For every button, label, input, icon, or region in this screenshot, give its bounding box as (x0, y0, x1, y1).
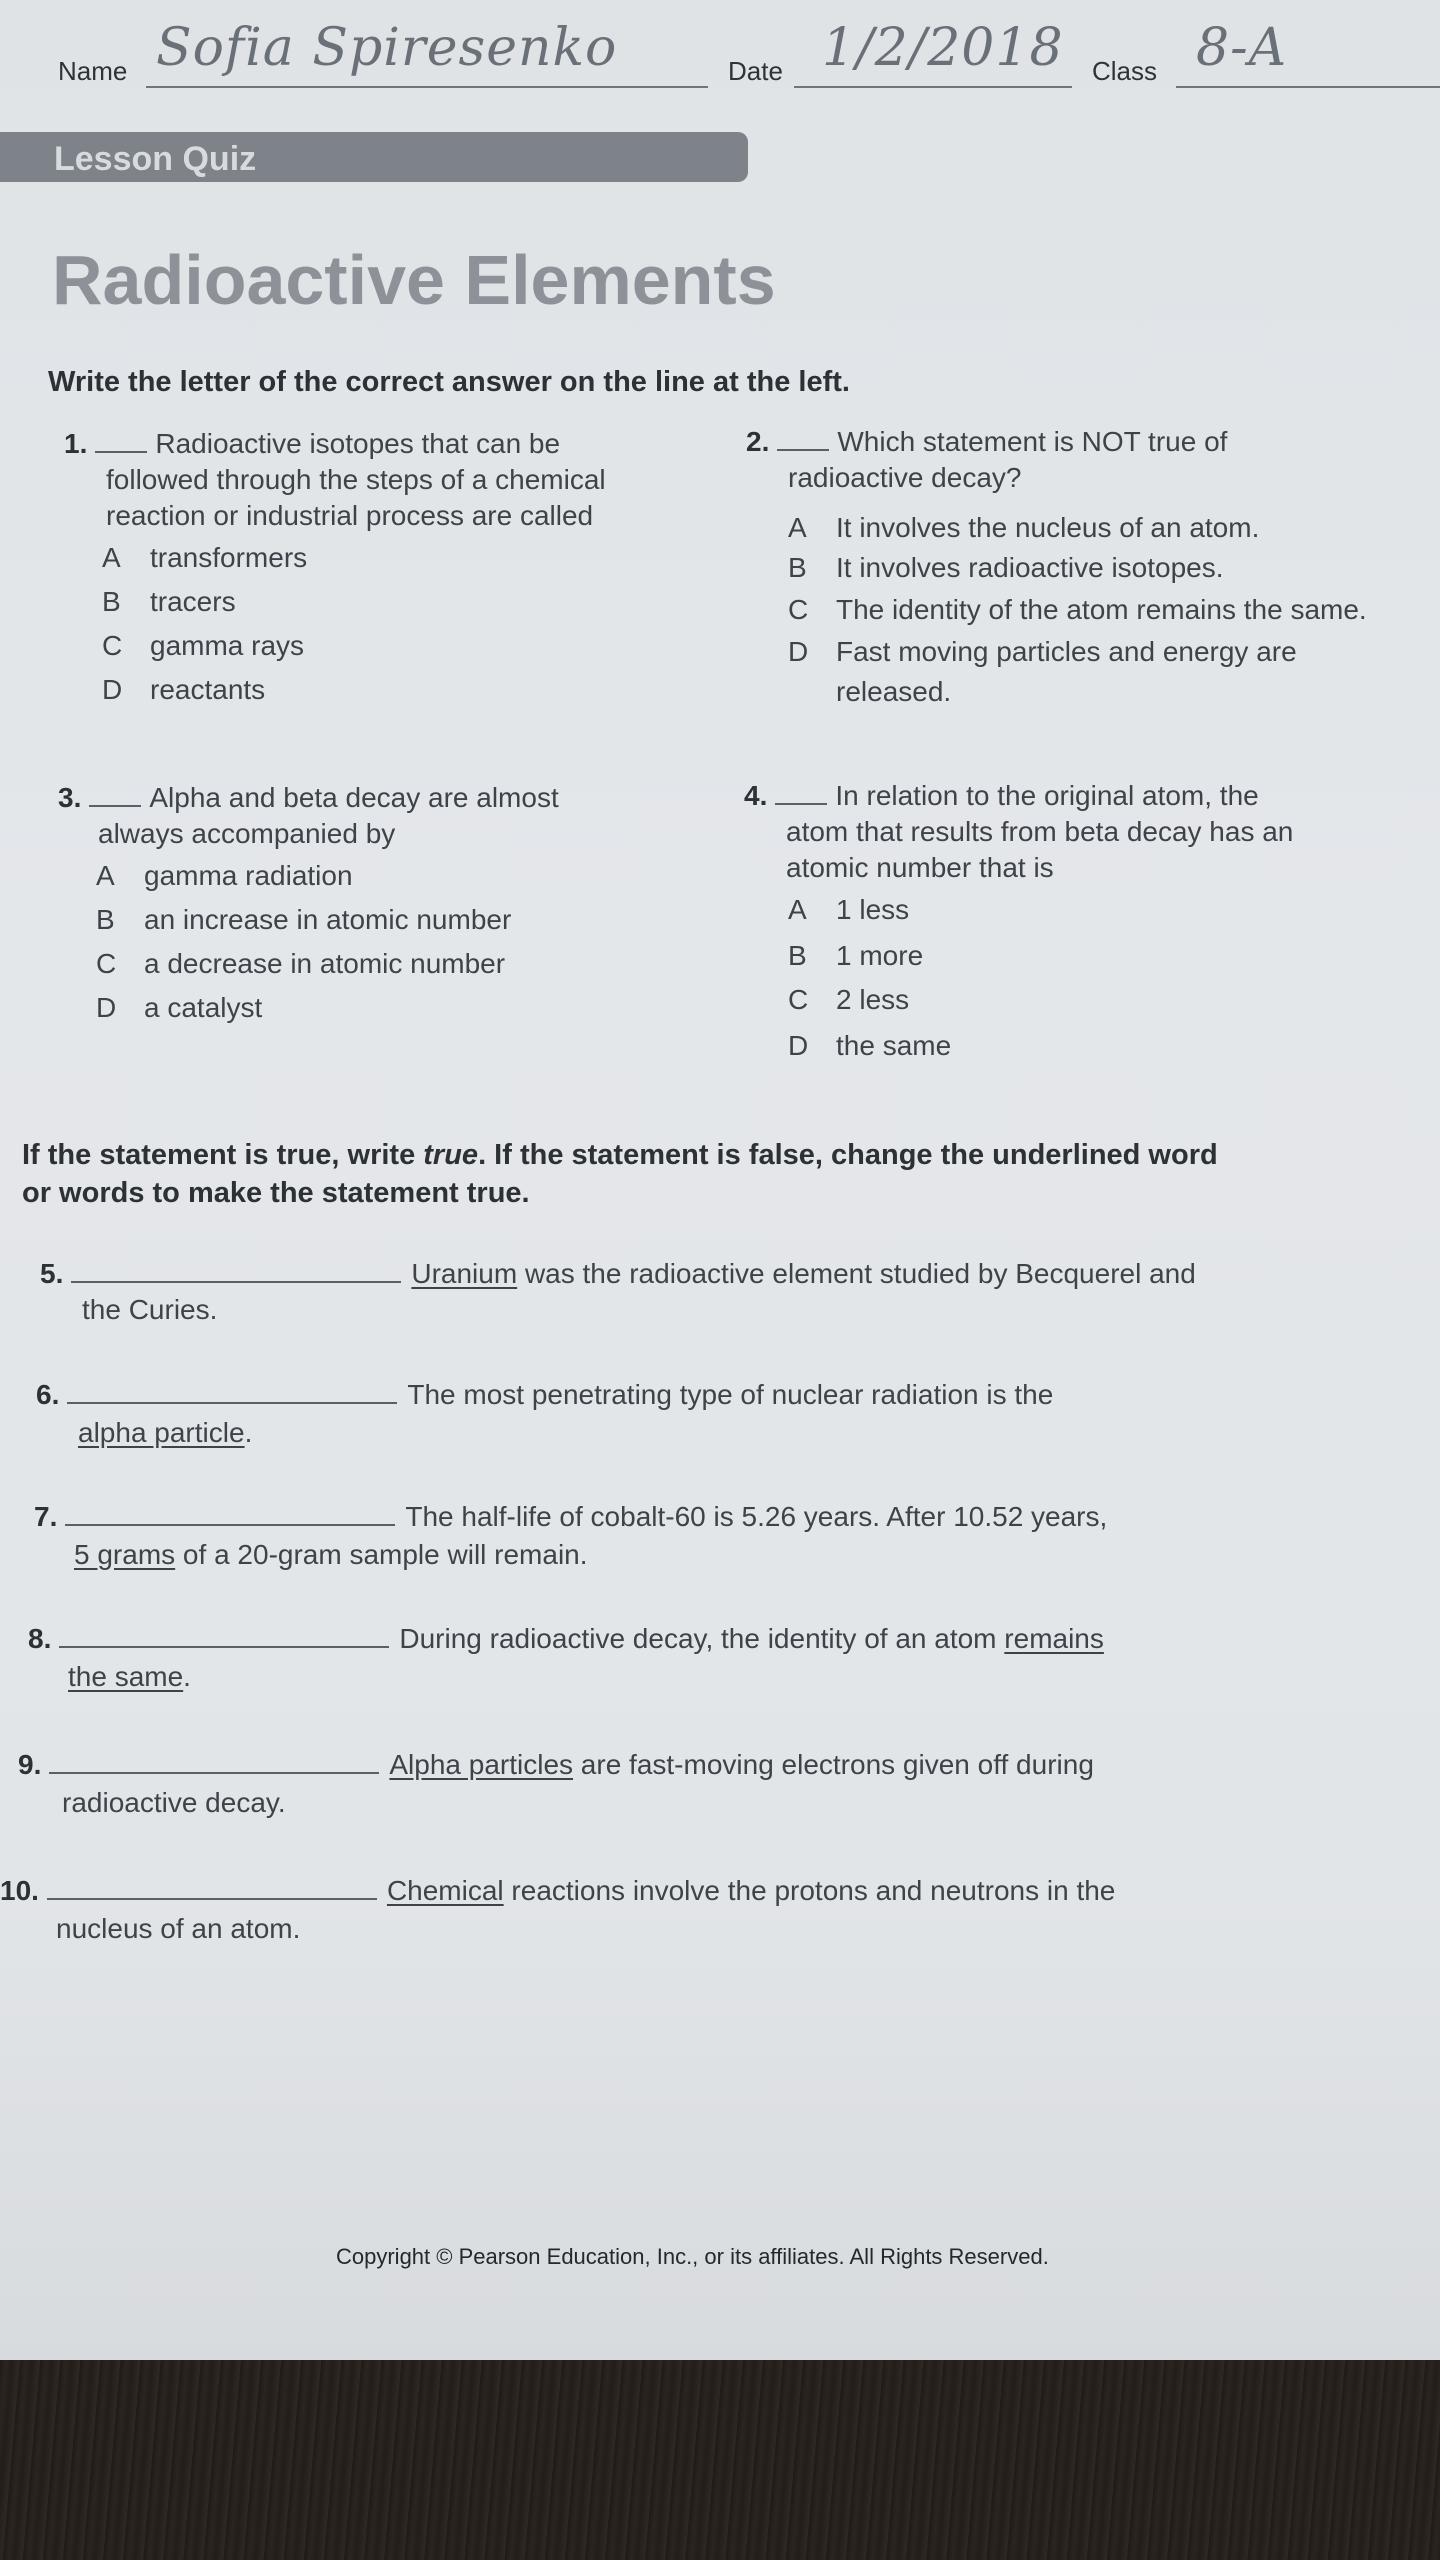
banner-label: Lesson Quiz (54, 140, 257, 178)
option-b: B 1 more (788, 940, 924, 971)
statement-7: 7. The half-life of cobalt-60 is 5.26 years. After 10.52 years, 5 grams of a 20-gram sample will remain. (34, 1501, 1108, 1570)
page-title: Radioactive Elements (52, 241, 776, 319)
option-a: A It involves the nucleus of an atom. (788, 512, 1260, 543)
question-2 (746, 424, 1426, 496)
question-stem-line: radioactive decay? (788, 462, 1022, 493)
answer-line[interactable] (65, 1524, 395, 1526)
question-stem-line: atom that results from beta decay has an (786, 816, 1294, 847)
option-c: C The identity of the atom remains the same. (788, 594, 1367, 625)
option-a: A gamma radiation (96, 860, 353, 891)
statement-9: 9. Alpha particles are fast-moving electrons given off during radioactive decay. (18, 1749, 1094, 1818)
answer-blank[interactable] (777, 449, 829, 451)
name-handwritten: Sofia Spiresenko (156, 18, 618, 78)
answer-blank[interactable] (89, 805, 141, 807)
question-number: 3. (58, 782, 82, 813)
date-label: Date (728, 56, 783, 86)
question-number: 1. (64, 428, 88, 459)
answer-line[interactable] (71, 1281, 401, 1283)
instructions-multiple-choice: Write the letter of the correct answer on the line at the left. (48, 366, 850, 398)
option-b: B tracers (102, 586, 236, 617)
question-stem-line: In relation to the original atom, the (835, 780, 1259, 811)
class-handwritten: 8-A (1196, 18, 1288, 78)
option-d: D reactants (102, 674, 266, 705)
answer-line[interactable] (67, 1402, 397, 1404)
option-d-continued: released. (836, 676, 952, 707)
question-3 (58, 780, 698, 852)
option-c: C 2 less (788, 984, 910, 1015)
name-line (146, 86, 708, 88)
answer-line[interactable] (47, 1898, 377, 1900)
option-b: B an increase in atomic number (96, 904, 512, 935)
question-stem-line: Radioactive isotopes that can be (155, 428, 561, 459)
option-c: C a decrease in atomic number (96, 948, 506, 979)
question-number: 2. (746, 426, 770, 457)
answer-blank[interactable] (95, 451, 147, 453)
answer-line[interactable] (59, 1646, 389, 1648)
question-stem-line: followed through the steps of a chemical (106, 464, 606, 495)
option-a: A transformers (102, 542, 308, 573)
answer-line[interactable] (49, 1772, 379, 1774)
class-line (1176, 86, 1440, 88)
lesson-quiz-banner (0, 132, 748, 182)
question-4 (744, 778, 1434, 886)
statement-6: 6. The most penetrating type of nuclear radiation is the alpha particle. (36, 1379, 1054, 1448)
statement-8: 8. During radioactive decay, the identity of an atom remains the same. (28, 1623, 1104, 1692)
question-stem-line: Which statement is NOT true of (837, 426, 1228, 457)
statement-10: 10. Chemical reactions involve the protons and neutrons in the nucleus of an atom. (0, 1875, 1116, 1944)
option-d: D a catalyst (96, 992, 263, 1023)
name-label: Name (58, 56, 128, 86)
statement-5: 5. Uranium was the radioactive element studied by Becquerel and the Curies. (40, 1258, 1196, 1325)
question-stem-line: always accompanied by (98, 818, 396, 849)
table-surface (0, 2360, 1440, 2560)
question-stem-line: reaction or industrial process are called (106, 500, 594, 531)
question-number: 4. (744, 780, 768, 811)
option-d: D the same (788, 1030, 952, 1061)
question-stem-line: Alpha and beta decay are almost (149, 782, 559, 813)
question-1 (64, 426, 684, 534)
option-b: B It involves radioactive isotopes. (788, 552, 1224, 583)
answer-blank[interactable] (775, 803, 827, 805)
question-stem-line: atomic number that is (786, 852, 1054, 883)
class-label: Class (1092, 56, 1158, 86)
option-a: A 1 less (788, 894, 910, 925)
option-d: D Fast moving particles and energy are (788, 636, 1297, 667)
option-c: C gamma rays (102, 630, 305, 661)
instructions-true-false: If the statement is true, write true. If the statement is false, change the underlined word or words to make the statement true. (22, 1139, 1218, 1209)
date-line (794, 86, 1072, 88)
copyright-notice: Copyright © Pearson Education, Inc., or its affiliates. All Rights Reserved. (336, 2244, 1049, 2269)
date-handwritten: 1/2/2018 (822, 18, 1064, 78)
